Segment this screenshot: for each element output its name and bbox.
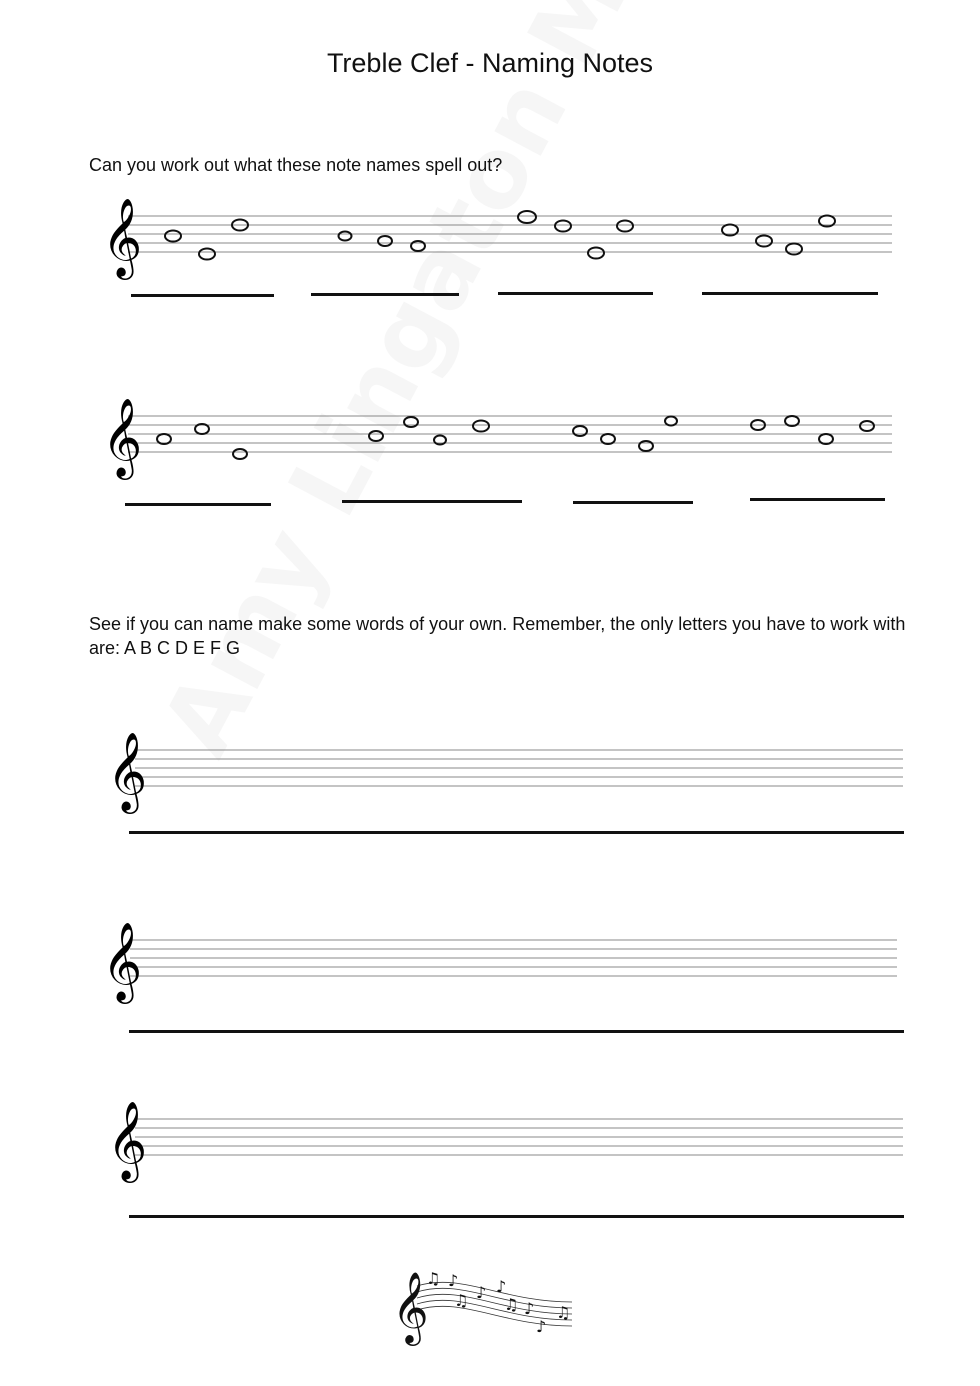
svg-text:♫: ♫: [556, 1303, 571, 1322]
answer-line[interactable]: [702, 292, 878, 295]
answer-line[interactable]: [498, 292, 653, 295]
staff-blank-3: [105, 1097, 905, 1180]
treble-clef-icon: 𝄞: [107, 732, 148, 811]
staff-blank-1: [105, 728, 905, 811]
svg-text:♪: ♪: [476, 1283, 487, 1302]
svg-text:♫: ♫: [454, 1291, 469, 1310]
instruction-own-words: See if you can name make some words of your own. Remember, the only letters you have to work with are: A B C D E F G: [89, 614, 906, 658]
treble-clef-icon: 𝄞: [102, 198, 143, 277]
svg-text:♪: ♪: [496, 1277, 507, 1296]
answer-line[interactable]: [750, 498, 885, 501]
staff-exercise-2: [100, 398, 900, 478]
page-title: Treble Clef - Naming Notes: [326, 48, 654, 78]
answer-line[interactable]: [573, 501, 693, 504]
svg-text:♫: ♫: [426, 1269, 441, 1288]
staff-exercise-1: [100, 198, 900, 278]
svg-text:♪: ♪: [524, 1299, 535, 1318]
treble-clef-icon: 𝄞: [102, 398, 143, 477]
svg-text:♪: ♪: [536, 1317, 547, 1336]
svg-text:♫: ♫: [504, 1295, 519, 1314]
answer-line[interactable]: [131, 294, 274, 297]
answer-line[interactable]: [342, 500, 522, 503]
svg-text:𝄞: 𝄞: [392, 1270, 429, 1343]
answer-line[interactable]: [129, 1215, 904, 1218]
svg-text:♪: ♪: [448, 1271, 459, 1290]
treble-clef-icon: 𝄞: [102, 922, 143, 1001]
answer-line[interactable]: [129, 831, 904, 834]
treble-clef-icon: 𝄞: [107, 1101, 148, 1180]
answer-line[interactable]: [129, 1030, 904, 1033]
instruction-spell-out: Can you work out what these note names spell out?: [89, 155, 503, 175]
music-notes-decoration-icon: [392, 1262, 592, 1342]
answer-line[interactable]: [311, 293, 459, 296]
staff-blank-2: [100, 918, 900, 1001]
answer-line[interactable]: [125, 503, 271, 506]
